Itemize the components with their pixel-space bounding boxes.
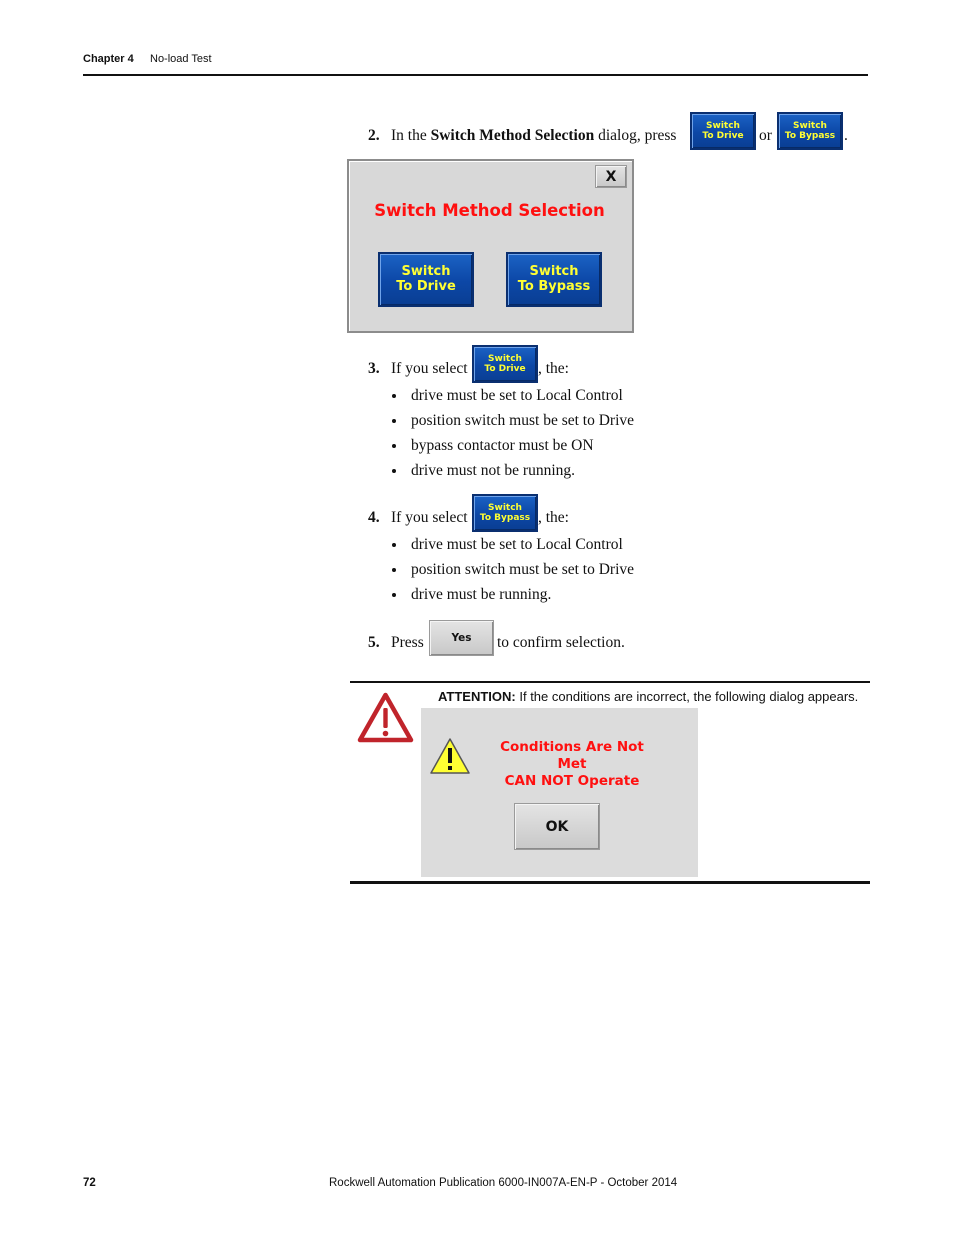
button-line2: To Bypass [517, 278, 591, 294]
conditions-message [487, 739, 657, 790]
step2-or: or [759, 127, 772, 144]
button-line1: Switch [401, 263, 451, 279]
conditions-line1: Conditions Are Not Met [500, 739, 644, 772]
step5-before: Press [391, 634, 424, 651]
step4-after: , the: [538, 509, 569, 526]
step2-period: . [844, 127, 848, 144]
step2-text-after: dialog, press [598, 127, 677, 144]
publication-info: Rockwell Automation Publication 6000-IN007A-EN-P - October 2014 [329, 1177, 678, 1189]
attention-top-rule [350, 681, 870, 683]
button-line2: To Drive [702, 131, 744, 141]
step2-dialog-name: Switch Method Selection [430, 127, 595, 144]
step3-bullet: bypass contactor must be ON [411, 437, 594, 454]
inline-switch-to-bypass-button[interactable] [777, 112, 843, 150]
inline-switch-to-drive-button[interactable] [690, 112, 756, 150]
switch-to-drive-button[interactable] [378, 252, 474, 307]
conditions-line2: CAN NOT Operate [504, 773, 640, 789]
attention-text [438, 689, 858, 704]
caution-icon [429, 737, 471, 775]
warning-triangle-icon [357, 692, 414, 743]
attention-bottom-rule [350, 881, 870, 884]
step5-number: 5. [368, 634, 380, 651]
section-title: No-load Test [150, 53, 212, 65]
step4-switch-to-bypass-button[interactable] [472, 494, 538, 532]
step2-text-before: In the [391, 127, 427, 144]
button-line1: Switch [529, 263, 579, 279]
step4-bullet: drive must be running. [411, 586, 552, 603]
page-number: 72 [83, 1177, 96, 1189]
switch-to-bypass-button[interactable] [506, 252, 602, 307]
step4-bullet: drive must be set to Local Control [411, 536, 623, 553]
step3-number: 3. [368, 360, 380, 377]
yes-button[interactable]: Yes [429, 620, 494, 656]
attention-message: If the conditions are incorrect, the following dialog appears. [515, 689, 859, 704]
step2-text [391, 126, 676, 146]
step2-number: 2. [368, 127, 380, 144]
button-line2: To Drive [484, 364, 526, 374]
button-line2: To Bypass [479, 513, 531, 523]
step3-bullet: drive must not be running. [411, 462, 576, 479]
ok-button[interactable]: OK [514, 803, 600, 850]
step4-bullet: position switch must be set to Drive [411, 561, 635, 578]
step3-bullet: position switch must be set to Drive [411, 412, 635, 429]
conditions-dialog [421, 708, 698, 877]
step3-after: , the: [538, 360, 569, 377]
dialog-title: Switch Method Selection [374, 201, 605, 220]
button-line1: Switch [706, 120, 740, 131]
step3-bullet: drive must be set to Local Control [411, 387, 623, 404]
button-line2: To Bypass [784, 131, 836, 141]
step4-before: If you select [391, 509, 468, 526]
switch-method-dialog [347, 159, 634, 333]
button-line1: Switch [793, 120, 827, 131]
close-button[interactable]: X [595, 165, 627, 188]
attention-label: ATTENTION: [438, 689, 516, 704]
step3-before: If you select [391, 360, 468, 377]
button-line1: Switch [488, 502, 522, 513]
step3-switch-to-drive-button[interactable] [472, 345, 538, 383]
button-line1: Switch [488, 353, 522, 364]
chapter-label: Chapter 4 [83, 53, 134, 65]
step4-number: 4. [368, 509, 380, 526]
header-rule [83, 74, 868, 76]
step5-after: to confirm selection. [497, 634, 625, 651]
button-line2: To Drive [396, 278, 456, 294]
